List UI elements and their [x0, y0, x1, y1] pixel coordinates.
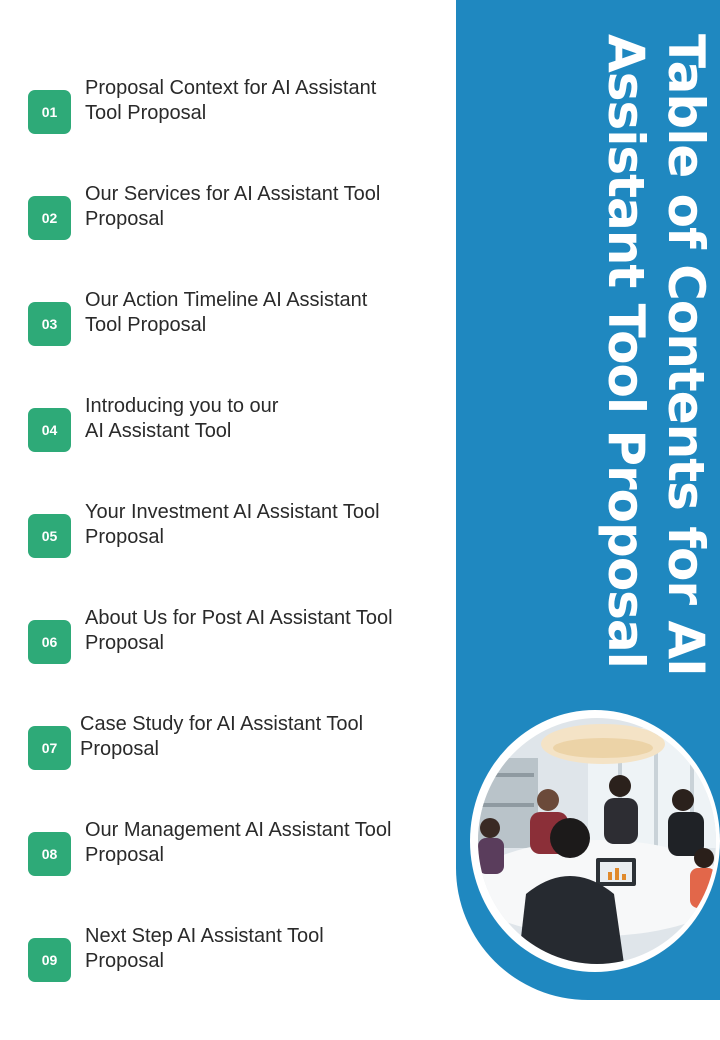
item-number-badge: 02 [28, 196, 71, 240]
page-title: Table of Contents for AI Assistant Tool Proposal [597, 34, 715, 676]
toc-item-03[interactable] [28, 289, 438, 362]
toc-item-01[interactable] [28, 77, 438, 150]
item-number-badge: 05 [28, 514, 71, 558]
toc-item-05[interactable] [28, 501, 438, 574]
item-title: Your Investment AI Assistant Tool Proposal [85, 501, 380, 548]
item-title: About Us for Post AI Assistant Tool Proposal [85, 607, 393, 654]
toc-item-02[interactable] [28, 183, 438, 256]
item-number-badge: 04 [28, 408, 71, 452]
item-title: Proposal Context for AI Assistant Tool Proposal [85, 77, 377, 124]
item-number-badge: 07 [28, 726, 71, 770]
toc-item-06[interactable] [28, 607, 438, 680]
item-title: Our Services for AI Assistant Tool Proposal [85, 183, 381, 230]
item-title: Our Management AI Assistant Tool Proposal [85, 819, 392, 866]
item-title: Case Study for AI Assistant Tool Proposal [80, 713, 364, 760]
toc-item-08[interactable] [28, 819, 438, 892]
meeting-photo [478, 718, 716, 964]
item-number-badge: 09 [28, 938, 71, 982]
item-number-badge: 06 [28, 620, 71, 664]
item-number-badge: 01 [28, 90, 71, 134]
item-title: Our Action Timeline AI Assistant Tool Proposal [85, 289, 368, 336]
toc-item-04[interactable] [28, 395, 438, 468]
toc-item-09[interactable] [28, 925, 438, 998]
item-number-badge: 08 [28, 832, 71, 876]
item-number-badge: 03 [28, 302, 71, 346]
item-title: Introducing you to our AI Assistant Tool [85, 395, 279, 442]
item-title: Next Step AI Assistant Tool Proposal [85, 925, 324, 972]
meeting-photo-illustration [478, 718, 716, 964]
toc-item-07[interactable] [28, 713, 438, 786]
